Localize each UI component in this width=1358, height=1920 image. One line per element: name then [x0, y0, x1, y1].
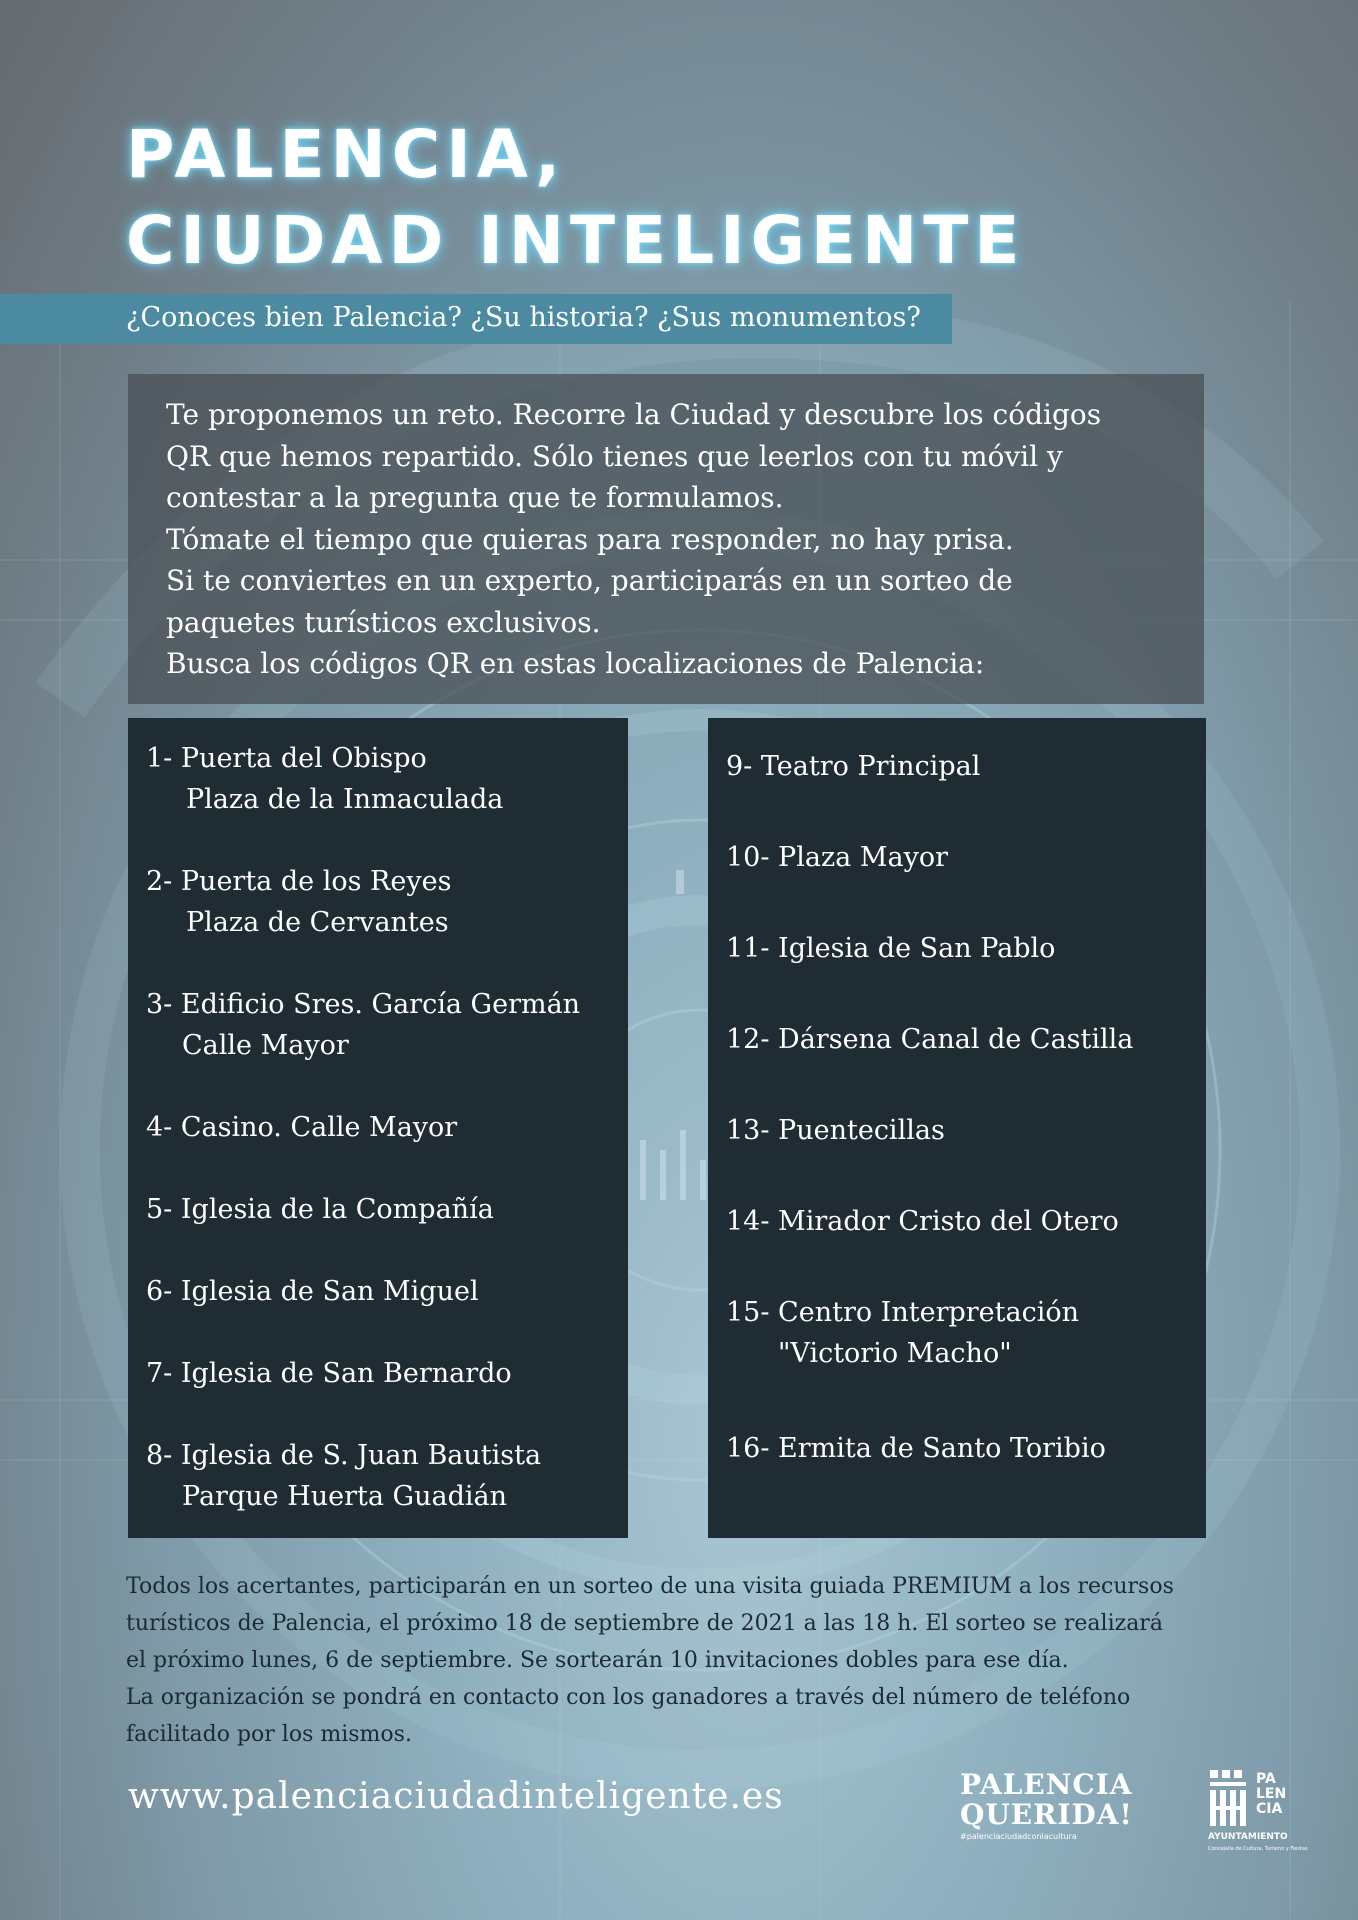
footer-text — [126, 1568, 1276, 1753]
title-line-2: CIUDAD INTELIGENTE — [126, 202, 1026, 279]
location-item: 1- Puerta del Obispo Plaza de la Inmaculada — [146, 743, 504, 815]
location-item: 3- Edificio Sres. García Germán Calle Mayor — [146, 989, 581, 1061]
intro-line: QR que hemos repartido. Sólo tienes que leerlos con tu móvil y — [166, 439, 1063, 473]
location-item: 7- Iglesia de San Bernardo — [146, 1358, 512, 1389]
location-item: 14- Mirador Cristo del Otero — [726, 1206, 1119, 1237]
location-item: 2- Puerta de los Reyes Plaza de Cervantes — [146, 866, 452, 938]
location-item: 15- Centro Interpretación "Victorio Macho" — [726, 1297, 1079, 1369]
intro-line: paquetes turísticos exclusivos. — [166, 605, 601, 639]
intro-line: contestar a la pregunta que te formulamos. — [166, 481, 784, 514]
footer-line: turísticos de Palencia, el próximo 18 de septiembre de 2021 a las 18 h. El sorteo se realizará — [126, 1611, 1163, 1636]
page-title — [126, 112, 1126, 284]
location-item: 12- Dársena Canal de Castilla — [726, 1024, 1134, 1055]
location-item: 16- Ermita de Santo Toribio — [726, 1433, 1106, 1464]
footer-line: facilitado por los mismos. — [126, 1722, 412, 1747]
footer-line: Todos los acertantes, participarán en un sorteo de una visita guiada PREMIUM a los recursos — [126, 1574, 1174, 1599]
intro-line: Te proponemos un reto. Recorre la Ciudad y descubre los códigos — [166, 398, 1102, 431]
title-line-1: PALENCIA, — [126, 116, 567, 193]
city-crest-icon — [1208, 1770, 1252, 1828]
subtitle-band — [0, 294, 952, 344]
location-item: 9- Teatro Principal — [726, 751, 981, 782]
ayuntamiento-pal-text: PA LEN CIA — [1256, 1771, 1287, 1817]
location-item: 4- Casino. Calle Mayor — [146, 1112, 458, 1143]
website-link[interactable]: www.palenciaciudadinteligente.es — [128, 1776, 784, 1817]
location-item: 8- Iglesia de S. Juan Bautista Parque Huerta Guadián — [146, 1440, 542, 1512]
location-item: 13- Puentecillas — [726, 1115, 945, 1146]
intro-text — [166, 394, 1186, 685]
subtitle: ¿Conoces bien Palencia? ¿Su historia? ¿Sus monumentos? — [126, 302, 921, 333]
footer-line: el próximo lunes, 6 de septiembre. Se sortearán 10 invitaciones dobles para ese día. — [126, 1648, 1069, 1673]
ayuntamiento-logo: PA LEN CIA AYUNTAMIENTO Concejalía de Cultura, Turismo y Fiestas — [1208, 1771, 1308, 1852]
locations-panel-right — [708, 718, 1206, 1538]
location-item: 11- Iglesia de San Pablo — [726, 933, 1056, 964]
palencia-querida-logo: PALENCIA QUERIDA! #palenciaciudadconlacultura — [960, 1768, 1133, 1841]
locations-panel-left — [128, 718, 628, 1538]
intro-line: Busca los códigos QR en estas localizaciones de Palencia: — [166, 647, 985, 680]
location-item: 10- Plaza Mayor — [726, 842, 949, 873]
footer-line: La organización se pondrá en contacto con los ganadores a través del número de teléfono — [126, 1685, 1131, 1710]
intro-panel — [128, 374, 1204, 704]
location-item: 6- Iglesia de San Miguel — [146, 1276, 479, 1307]
location-item: 5- Iglesia de la Compañía — [146, 1194, 494, 1225]
intro-line: Tómate el tiempo que quieras para responder, no hay prisa. — [166, 522, 1014, 556]
intro-line: Si te conviertes en un experto, participarás en un sorteo de — [166, 564, 1013, 597]
